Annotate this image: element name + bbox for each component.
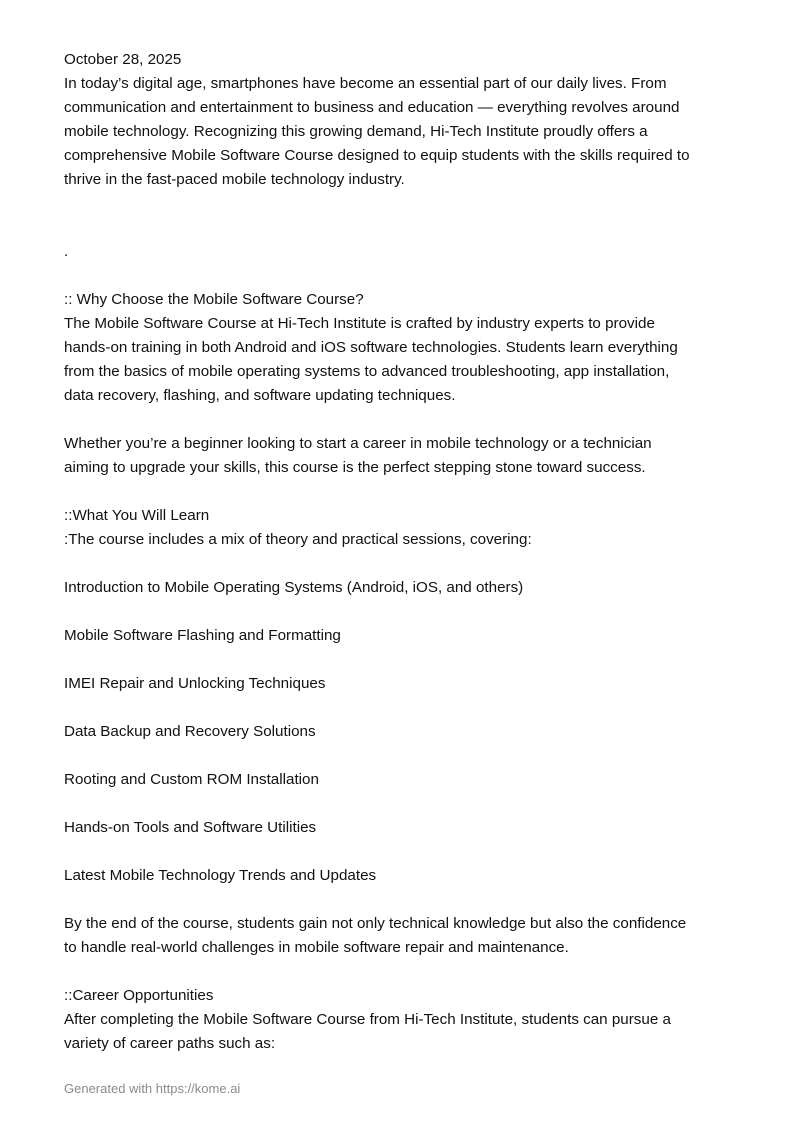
why-paragraph-1 [64, 312, 734, 408]
list-item: Rooting and Custom ROM Installation [64, 771, 319, 788]
learn-intro: :The course includes a mix of theory and practical sessions, covering: [64, 531, 532, 548]
why-line: aiming to upgrade your skills, this course is the perfect stepping stone toward success. [64, 459, 646, 476]
document-page [64, 48, 734, 1056]
spacer [64, 744, 734, 768]
spacer [64, 600, 734, 624]
spacer [64, 648, 734, 672]
why-line: hands-on training in both Android and iOS software technologies. Students learn everything [64, 339, 678, 356]
career-paragraph [64, 1008, 734, 1056]
spacer [64, 888, 734, 912]
learn-heading: ::What You Will Learn [64, 507, 210, 524]
spacer [64, 408, 734, 432]
list-item: IMEI Repair and Unlocking Techniques [64, 675, 326, 692]
why-line: data recovery, flashing, and software updating techniques. [64, 387, 456, 404]
intro-line: communication and entertainment to business and education — everything revolves around [64, 99, 680, 116]
spacer [64, 264, 734, 288]
learn-list [64, 576, 734, 888]
spacer [64, 696, 734, 720]
spacer [64, 480, 734, 504]
separator-dot: . [64, 243, 69, 260]
document-date: October 28, 2025 [64, 51, 182, 68]
list-item: Latest Mobile Technology Trends and Updates [64, 867, 377, 884]
outro-line: By the end of the course, students gain not only technical knowledge but also the confidence [64, 915, 687, 932]
intro-line: thrive in the fast-paced mobile technology industry. [64, 171, 405, 188]
intro-line: In today’s digital age, smartphones have become an essential part of our daily lives. From [64, 75, 667, 92]
why-line: from the basics of mobile operating systems to advanced troubleshooting, app installation, [64, 363, 670, 380]
list-item: Introduction to Mobile Operating Systems (Android, iOS, and others) [64, 579, 524, 596]
list-item: Data Backup and Recovery Solutions [64, 723, 316, 740]
intro-paragraph [64, 72, 734, 192]
list-item: Hands-on Tools and Software Utilities [64, 819, 317, 836]
list-item: Mobile Software Flashing and Formatting [64, 627, 341, 644]
why-line: Whether you’re a beginner looking to start a career in mobile technology or a technician [64, 435, 652, 452]
spacer [64, 840, 734, 864]
career-heading: ::Career Opportunities [64, 987, 214, 1004]
learn-outro [64, 912, 734, 960]
footer-generated-with: Generated with https://kome.ai [64, 1081, 241, 1096]
spacer [64, 552, 734, 576]
intro-line: mobile technology. Recognizing this growing demand, Hi-Tech Institute proudly offers a [64, 123, 648, 140]
spacer [64, 192, 734, 240]
intro-line: comprehensive Mobile Software Course designed to equip students with the skills required to [64, 147, 690, 164]
spacer [64, 960, 734, 984]
career-line: variety of career paths such as: [64, 1035, 276, 1052]
why-heading: :: Why Choose the Mobile Software Course? [64, 291, 364, 308]
why-paragraph-2 [64, 432, 734, 480]
career-line: After completing the Mobile Software Course from Hi-Tech Institute, students can pursue a [64, 1011, 671, 1028]
spacer [64, 792, 734, 816]
outro-line: to handle real-world challenges in mobile software repair and maintenance. [64, 939, 569, 956]
why-line: The Mobile Software Course at Hi-Tech Institute is crafted by industry experts to provide [64, 315, 655, 332]
